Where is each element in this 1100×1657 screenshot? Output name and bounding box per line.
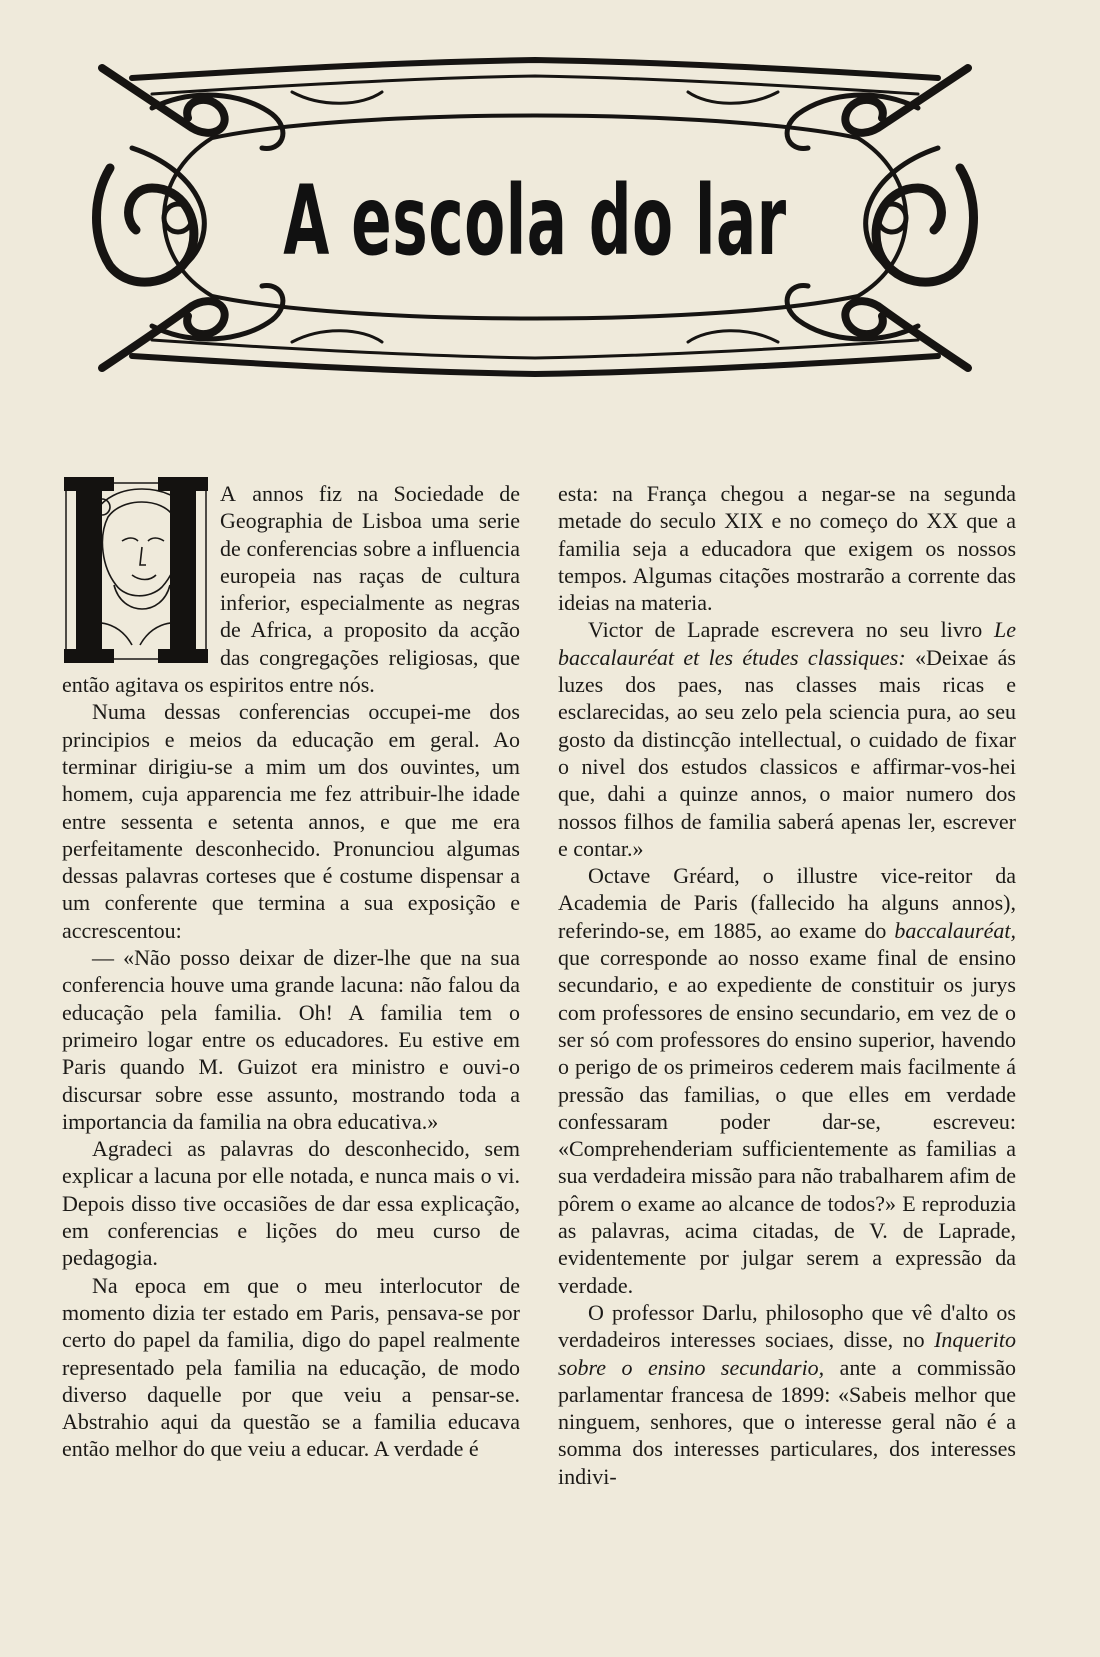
text-run: O professor Darlu, philosopho que vê d'alto os verdadeiros interesses sociaes, disse, no [558, 1299, 1016, 1353]
paragraph-quote: — «Não posso deixar de dizer-lhe que na sua conferencia houve uma grande lacuna: não falou da educação pela familia. Oh! A familia tem o primeiro logar entre os educadores. Eu estive em Paris quando M. Guizot era ministro e ouvi-o discursar sobre esse assunto, mostrando toda a importancia da familia na obra educativa.» [62, 945, 520, 1134]
paragraph-darlu [558, 1299, 1016, 1490]
text-run: Victor de Laprade escrevera no seu livro [588, 617, 994, 643]
left-column [62, 480, 520, 1463]
term-baccalaureat: baccalauréat, [894, 917, 1016, 943]
right-column [558, 480, 1016, 1490]
book-title: Le baccalauréat et les études classiques: [558, 617, 1016, 670]
paragraph: Agradeci as palavras do desconhecido, sem explicar a lacuna por elle notada, e nunca mais o vi. Depois disso tive occasiões de dar essa explicação, em conferencias e lições do meu curso de pedagogia. [62, 1136, 520, 1271]
text-run: «Deixae ás luzes dos paes, nas classes mais ricas e esclarecidas, ao seu zelo pela sciencia pura, ao seu gosto da distincção intellectual, o cuidado de fixar o nivel dos estudos classicos e affirmar-vos-hei que, dahi a quinze annos, o maior numero dos nossos filhos de familia saberá apenas ler, escrever e contar.» [558, 644, 1016, 861]
opening-text: annos fiz na Sociedade de Geographia de Lisboa uma serie de conferencias sobre a influencia europeia nas raças de cultura inferior, especialmente as negras de Africa, a proposito da acção das congregações religiosas, que então agitava os espiritos entre nós. [62, 481, 520, 698]
paragraph-continuation: esta: na França chegou a negar-se na segunda metade do seculo XIX e no começo do XX que a familia seja a educadora que exigem os nossos tempos. Algumas citações mostrarão a corrente das ideias na materia. [558, 481, 1016, 616]
text-run: Octave Gréard, o illustre vice-reitor da Academia de Paris (fallecido ha alguns annos), referindo-se, em 1885, ao exame do [558, 863, 1016, 943]
text-run: ante a commissão parlamentar francesa de 1899: «Sabeis melhor que ninguem, senhores, que o interesse geral não é a somma dos interesses particulares, dos interesses indivi- [558, 1354, 1016, 1489]
dropcap-ornament [62, 477, 210, 663]
text-run: que corresponde ao nosso exame final de ensino secundario, e ao expediente de constituir os jurys com professores de ensino secundario, em vez de o ser só com professores do ensino superior, havendo o perigo de os primeiros cederem mais facilmente á pressão das familias, o que elles em verdade confessaram poder dar-se, escreveu: «Comprehenderiam sufficientemente as familias a sua verdadeira missão para não trabalharem afim de pôrem o exame ao alcance de todos?» E reproduzia as palavras, acima citadas, de V. de Laprade, evidentemente por julgar serem a expressão da verdade. [558, 945, 1016, 1298]
page-title: A escola do lar [283, 165, 787, 277]
inquiry-title: Inquerito sobre o ensino secundario, [558, 1327, 1016, 1380]
paragraph-greard [558, 862, 1016, 1299]
paragraph: Numa dessas conferencias occupei-me dos principios e meios da educação em geral. Ao terminar dirigiu-se a mim um dos ouvintes, um homem, cuja apparencia me fez attribuir-lhe idade entre sessenta e setenta annos, e que me era perfeitamente desconhecido. Pronunciou algumas dessas palavras corteses que é costume dispensar a um conferente que termina a sua exposição e accrescentou: [62, 699, 520, 943]
opening-lead-letter: A [220, 481, 237, 506]
title-cartouche [92, 48, 978, 386]
paragraph-opening [62, 480, 520, 698]
paragraph-laprade [558, 616, 1016, 862]
paragraph: Na epoca em que o meu interlocutor de momento dizia ter estado em Paris, pensava-se por certo do papel da familia, digo do papel realmente representado pela familia na educação, de modo diverso daquelle por que veiu a pensar-se. Abstrahio aqui da questão se a familia educava então melhor do que veiu a educar. A verdade é [62, 1272, 520, 1462]
dropcap-h-icon [62, 477, 210, 663]
